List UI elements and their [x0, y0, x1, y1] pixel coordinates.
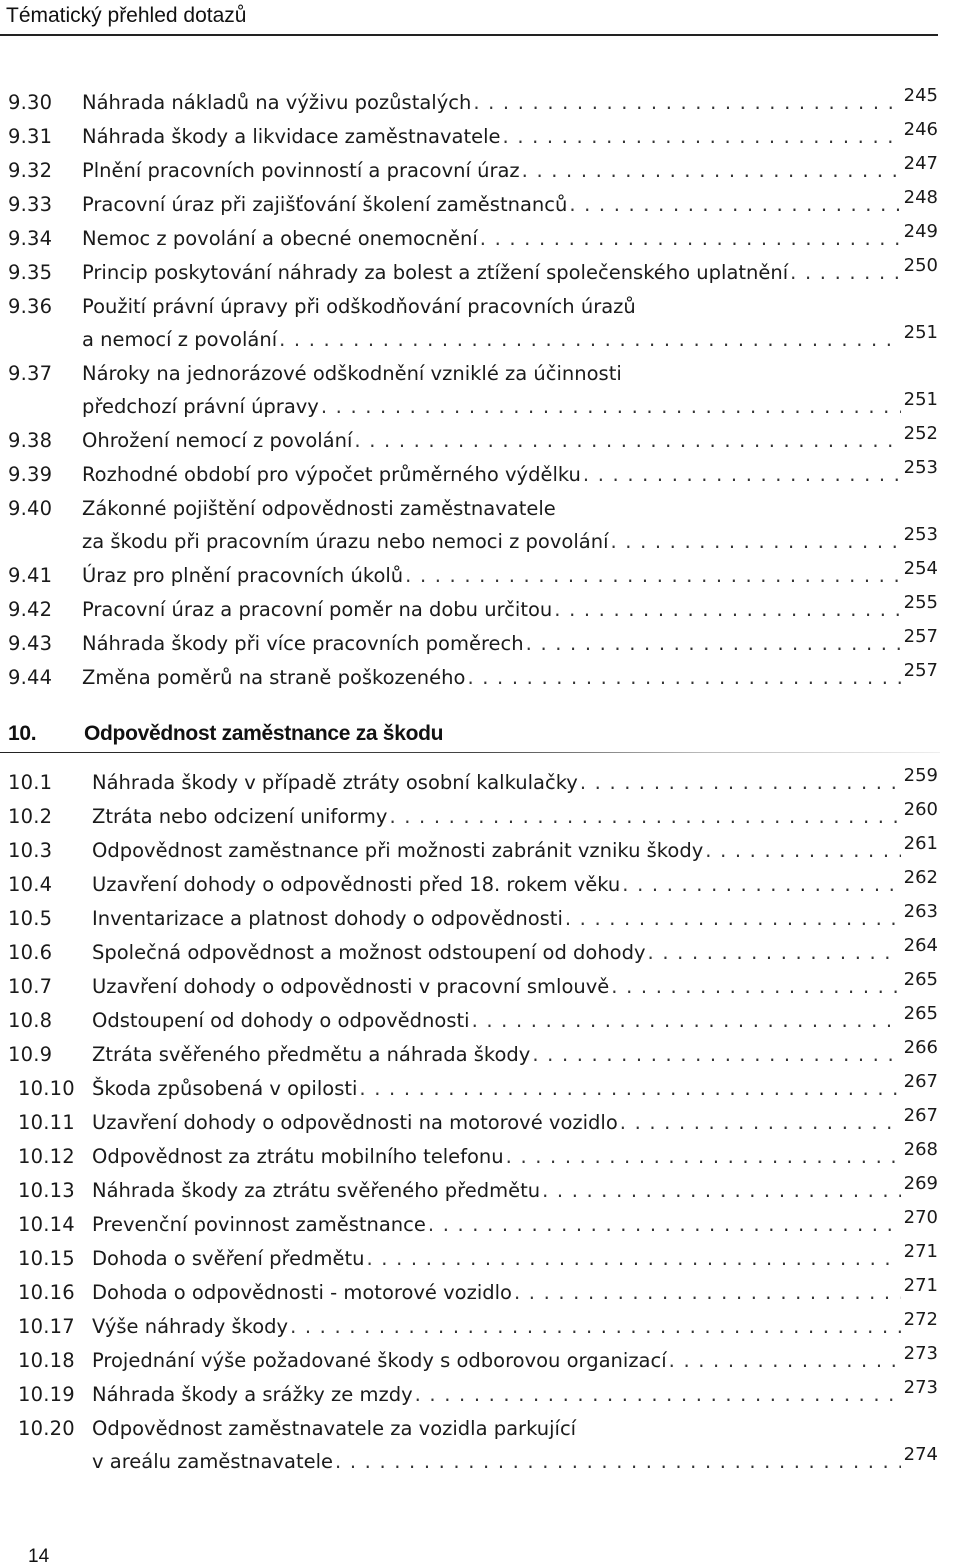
dot-leader [669, 1346, 901, 1376]
entry-number: 10.8 [8, 1009, 53, 1032]
entry-page-number: 260 [903, 799, 938, 820]
dot-leader [622, 870, 900, 900]
entry-title: Náhrada nákladů na výživu pozůstalých [82, 91, 472, 114]
entry-page-number: 254 [903, 558, 938, 579]
entry-number: 10.12 [18, 1145, 75, 1168]
entry-page-number: 267 [903, 1105, 938, 1126]
entry-title: předchozí právní úpravy [82, 395, 319, 418]
entry-page-number: 273 [903, 1343, 938, 1364]
entry-page-number: 272 [903, 1309, 938, 1330]
entry-number: 10.18 [18, 1349, 75, 1372]
entry-number: 10.11 [18, 1111, 75, 1134]
dot-leader [354, 426, 900, 456]
entry-title: Dohoda o svěření předmětu [92, 1247, 365, 1270]
entry-page-number: 253 [903, 524, 938, 545]
entry-page-number: 271 [903, 1241, 938, 1262]
dot-leader [569, 190, 900, 220]
entry-title: v areálu zaměstnavatele [92, 1450, 334, 1473]
entry-title: Ztráta nebo odcizení uniformy [92, 805, 388, 828]
entry-number: 10.1 [8, 771, 53, 794]
entry-page-number: 248 [903, 187, 938, 208]
entry-title: Plnění pracovních povinností a pracovní úraz [82, 159, 520, 182]
dot-leader [415, 1380, 901, 1410]
entry-page-number: 264 [903, 935, 938, 956]
entry-page-number: 265 [903, 969, 938, 990]
entry-page-number: 274 [903, 1444, 938, 1465]
entry-number: 10.9 [8, 1043, 53, 1066]
entry-page-number: 245 [903, 85, 938, 106]
entry-number: 10.7 [8, 975, 53, 998]
dot-leader [279, 325, 901, 355]
dot-leader [467, 663, 900, 693]
dot-leader [290, 1312, 901, 1342]
entry-title: Odpovědnost zaměstnavatele za vozidla parkující [92, 1417, 577, 1440]
entry-title: Změna poměrů na straně poškozeného [82, 666, 466, 689]
entry-number: 9.39 [8, 463, 53, 486]
entry-page-number: 257 [903, 660, 938, 681]
entry-number: 10.14 [18, 1213, 75, 1236]
entry-page-number: 266 [903, 1037, 938, 1058]
entry-title: Náhrada škody za ztrátu svěřeného předmětu [92, 1179, 541, 1202]
entry-number: 9.37 [8, 362, 53, 385]
dot-leader [522, 156, 901, 186]
entry-title: Pracovní úraz při zajišťování školení zaměstnanců [82, 193, 568, 216]
entry-title: Náhrada škody při více pracovních poměrech [82, 632, 524, 655]
entry-number: 9.33 [8, 193, 53, 216]
entry-number: 10.10 [18, 1077, 75, 1100]
entry-title: Pracovní úraz a pracovní poměr na dobu určitou [82, 598, 553, 621]
entry-title: Zákonné pojištění odpovědnosti zaměstnavatele [82, 497, 556, 520]
entry-number: 10.2 [8, 805, 53, 828]
dot-leader [620, 1108, 901, 1138]
entry-title: Odpovědnost zaměstnance při možnosti zabránit vzniku škody [92, 839, 704, 862]
entry-title: Výše náhrady škody [92, 1315, 289, 1338]
entry-title: a nemocí z povolání [82, 328, 278, 351]
entry-page-number: 249 [903, 221, 938, 242]
entry-number: 10.4 [8, 873, 53, 896]
dot-leader [480, 224, 901, 254]
dot-leader [506, 1142, 901, 1172]
entry-number: 10.15 [18, 1247, 75, 1270]
entry-page-number: 246 [903, 119, 938, 140]
entry-page-number: 263 [903, 901, 938, 922]
entry-title: za škodu při pracovním úrazu nebo nemoci z povolání [82, 530, 609, 553]
dot-leader [472, 1006, 901, 1036]
dot-leader [514, 1278, 901, 1308]
dot-leader [428, 1210, 901, 1240]
entry-number: 9.38 [8, 429, 53, 452]
entry-title: Náhrada škody a likvidace zaměstnavatele [82, 125, 501, 148]
running-header: Tématický přehled dotazů [6, 4, 247, 27]
entry-page-number: 273 [903, 1377, 938, 1398]
entry-number: 9.36 [8, 295, 53, 318]
entry-page-number: 268 [903, 1139, 938, 1160]
entry-number: 10.19 [18, 1383, 75, 1406]
entry-page-number: 253 [903, 457, 938, 478]
dot-leader [648, 938, 901, 968]
dot-leader [790, 258, 900, 288]
entry-number: 9.42 [8, 598, 53, 621]
entry-title: Princip poskytování náhrady za bolest a ztížení společenského uplatnění [82, 261, 789, 284]
dot-leader [526, 629, 901, 659]
entry-title: Ohrožení nemocí z povolání [82, 429, 353, 452]
entry-number: 10.6 [8, 941, 53, 964]
entry-page-number: 261 [903, 833, 938, 854]
dot-leader [359, 1074, 900, 1104]
section-number: 10. [8, 722, 37, 745]
entry-title: Úraz pro plnění pracovních úkolů [82, 564, 404, 587]
entry-title: Odpovědnost za ztrátu mobilního telefonu [92, 1145, 504, 1168]
section-title: Odpovědnost zaměstnance za škodu [84, 722, 444, 745]
entry-number: 9.35 [8, 261, 53, 284]
dot-leader [503, 122, 901, 152]
entry-page-number: 262 [903, 867, 938, 888]
entry-title: Náhrada škody v případě ztráty osobní kalkulačky [92, 771, 578, 794]
dot-leader [565, 904, 901, 934]
entry-page-number: 251 [903, 322, 938, 343]
entry-page-number: 269 [903, 1173, 938, 1194]
entry-title: Uzavření dohody o odpovědnosti v pracovní smlouvě [92, 975, 610, 998]
entry-title: Dohoda o odpovědnosti - motorové vozidlo [92, 1281, 512, 1304]
entry-number: 10.16 [18, 1281, 75, 1304]
entry-title: Použití právní úpravy při odškodňování pracovních úrazů [82, 295, 636, 318]
entry-title: Inventarizace a platnost dohody o odpovědnosti [92, 907, 563, 930]
entry-page-number: 247 [903, 153, 938, 174]
entry-number: 10.17 [18, 1315, 75, 1338]
entry-number: 9.32 [8, 159, 53, 182]
dot-leader [321, 392, 901, 422]
section-heading [8, 722, 443, 746]
entry-title: Rozhodné období pro výpočet průměrného výdělku [82, 463, 581, 486]
entry-number: 9.44 [8, 666, 53, 689]
entry-title: Společná odpovědnost a možnost odstoupení od dohody [92, 941, 646, 964]
dot-leader [611, 972, 900, 1002]
dot-leader [705, 836, 900, 866]
dot-leader [367, 1244, 901, 1274]
entry-title: Nároky na jednorázové odškodnění vzniklé za účinnosti [82, 362, 622, 385]
entry-number: 9.30 [8, 91, 53, 114]
entry-number: 9.34 [8, 227, 53, 250]
entry-number: 10.20 [18, 1417, 75, 1440]
entry-page-number: 252 [903, 423, 938, 444]
dot-leader [554, 595, 900, 625]
entry-title: Uzavření dohody o odpovědnosti na motorové vozidlo [92, 1111, 618, 1134]
dot-leader [610, 527, 900, 557]
dot-leader [473, 88, 900, 118]
section-rule [0, 752, 940, 753]
dot-leader [405, 561, 900, 591]
dot-leader [580, 768, 901, 798]
entry-number: 9.40 [8, 497, 53, 520]
entry-title: Škoda způsobená v opilosti [92, 1077, 358, 1100]
entry-number: 9.43 [8, 632, 53, 655]
entry-title: Uzavření dohody o odpovědnosti před 18. rokem věku [92, 873, 621, 896]
entry-page-number: 265 [903, 1003, 938, 1024]
entry-number: 10.3 [8, 839, 53, 862]
dot-leader [389, 802, 900, 832]
dot-leader [335, 1447, 901, 1477]
entry-page-number: 257 [903, 626, 938, 647]
entry-page-number: 259 [903, 765, 938, 786]
entry-number: 9.41 [8, 564, 53, 587]
entry-title: Odstoupení od dohody o odpovědnosti [92, 1009, 470, 1032]
dot-leader [542, 1176, 901, 1206]
entry-page-number: 251 [903, 389, 938, 410]
entry-title: Projednání výše požadované škody s odborovou organizací [92, 1349, 667, 1372]
dot-leader [532, 1040, 900, 1070]
entry-page-number: 267 [903, 1071, 938, 1092]
entry-page-number: 271 [903, 1275, 938, 1296]
entry-page-number: 250 [903, 255, 938, 276]
entry-number: 9.31 [8, 125, 53, 148]
entry-number: 10.13 [18, 1179, 75, 1202]
entry-title: Náhrada škody a srážky ze mzdy [92, 1383, 413, 1406]
entry-page-number: 255 [903, 592, 938, 613]
header-rule [0, 34, 938, 36]
entry-title: Prevenční povinnost zaměstnance [92, 1213, 426, 1236]
entry-number: 10.5 [8, 907, 53, 930]
entry-title: Ztráta svěřeného předmětu a náhrada škody [92, 1043, 531, 1066]
page-number: 14 [28, 1546, 50, 1567]
entry-page-number: 270 [903, 1207, 938, 1228]
dot-leader [583, 460, 901, 490]
entry-title: Nemoc z povolání a obecné onemocnění [82, 227, 478, 250]
